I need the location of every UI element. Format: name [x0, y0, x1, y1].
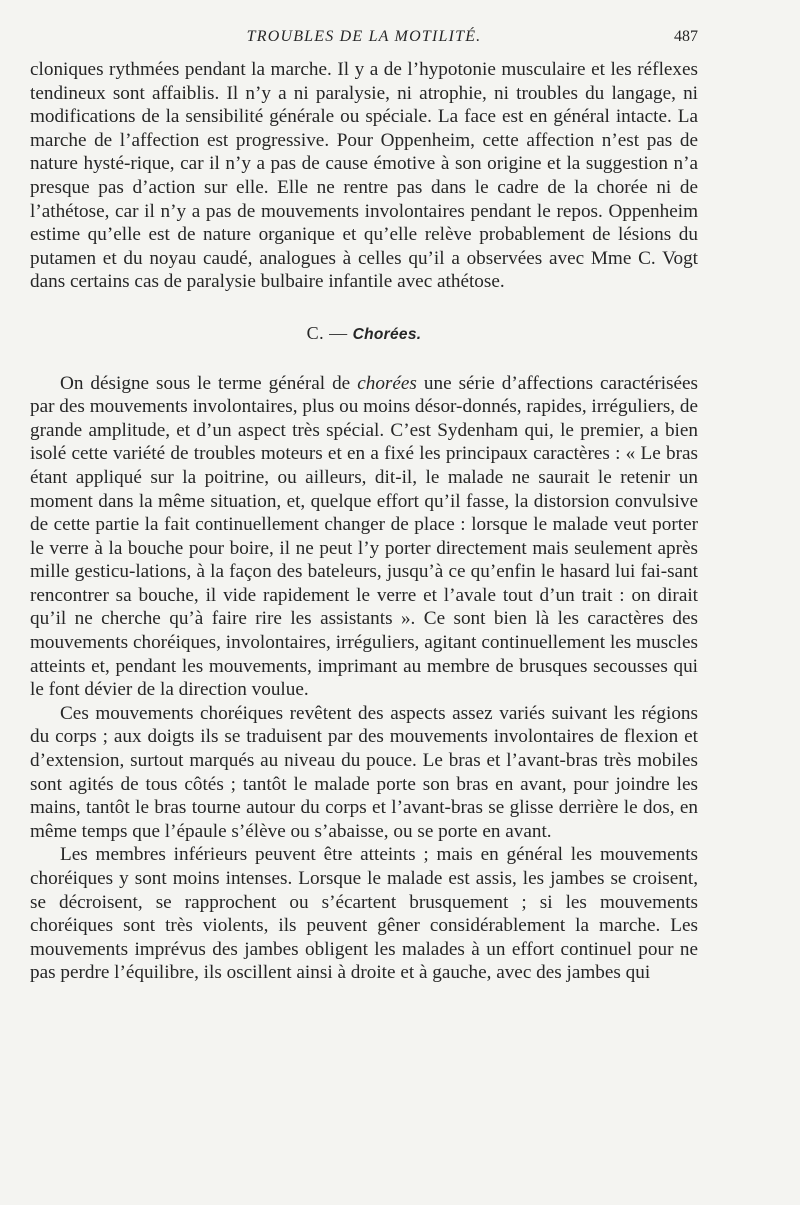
section-letter: C. —	[306, 322, 348, 343]
section-heading	[30, 322, 698, 347]
paragraph-movements: Ces mouvements choréiques revêtent des aspects assez variés suivant les régions du corps ; aux doigts ils se traduisent par des mouvements involontaires de flexion et d’extension, surtout marqués au niveau du pouce. Le bras et l’avant-bras très mobiles sont agités de tous côtés ; tantôt le malade porte son bras en avant, pour joindre les mains, tantôt le bras tourne autour du corps et l’avant-bras se glisse derrière le dos, en même temps que l’épaule s’élève ou s’abaisse, ou se porte en avant.	[30, 702, 698, 842]
paragraph-text-after: une série d’affections caractérisées par des mouvements involontaires, plus ou moins désor-donnés, rapides, irréguliers, de grande amplitude, et d’un aspect très spécial. C’est Sydenham qui, le premier, a bien isolé cette variété de troubles moteurs et en a fixé les principaux caractères : « Le bras étant appliqué sur la poitrine, ou ailleurs, dit-il, le malade ne saurait le retenir un moment dans la même situation, et, quelque effort qu’il fasse, la distorsion convulsive de cette partie la fait continuellement changer de place : lorsque le malade veut porter le verre à la bouche pour boire, il ne peut l’y porter directement mais seulement après mille gesticu-lations, à la façon des bateleurs, jusqu’à ce qu’enfin le hasard lui fai-sant rencontrer sa bouche, il vide rapidement le verre et l’avale tout d’un trait : on dirait qu’il ne cherche qu’à faire rire les assistants ». Ce sont bien là les caractères des mouvements choréiques, involontaires, irréguliers, agitant continuellement les muscles atteints et, pendant les mouvements, imprimant au membre de brusques secousses qui le font dévier de la direction voulue.	[30, 372, 699, 701]
section-name: Chorées.	[352, 325, 422, 343]
paragraph-text-before: On désigne sous le terme général de	[60, 372, 351, 394]
running-head	[30, 24, 698, 54]
emphasis-term: chorées	[357, 372, 417, 394]
paragraph-chorees-definition	[30, 372, 698, 702]
body-text	[30, 58, 698, 985]
paragraph-lower-limbs: Les membres inférieurs peuvent être atteints ; mais en général les mouvements choréiques y sont moins intenses. Lorsque le malade est assis, les jambes se croisent, se décroisent, se rapprochent ou s’écartent brusquement ; si les mouvements choréiques sont très violents, ils peuvent gêner considérablement la marche. Les mouvements imprévus des jambes obligent les malades à un effort continuel pour ne pas perdre l’équilibre, ils oscillent ainsi à droite et à gauche, avec des jambes qui	[30, 844, 698, 984]
running-title: TROUBLES DE LA MOTILITÉ.	[246, 28, 482, 45]
paragraph-continued: cloniques rythmées pendant la marche. Il y a de l’hypotonie musculaire et les réflexes tendineux sont affaiblis. Il n’y a ni paralysie, ni atrophie, ni troubles du langage, ni modifications de la sensibilité générale ou spéciale. La face est en général intacte. La marche de l’affection est progressive. Pour Oppenheim, cette affection n’est pas de nature hysté-rique, car il n’y a pas de cause émotive à son origine et la suggestion n’a presque pas d’action sur elle. Elle ne rentre pas dans le cadre de la chorée ni de l’athétose, car il n’y a pas de mouvements involontaires pendant le repos. Oppenheim estime qu’elle est de nature organique et qu’elle relève probablement de lésions du putamen et du noyau caudé, analogues à celles qu’il a observées avec Mme C. Vogt dans certains cas de paralysie bulbaire infantile avec athétose.	[30, 59, 698, 293]
page-number: 487	[674, 28, 698, 45]
